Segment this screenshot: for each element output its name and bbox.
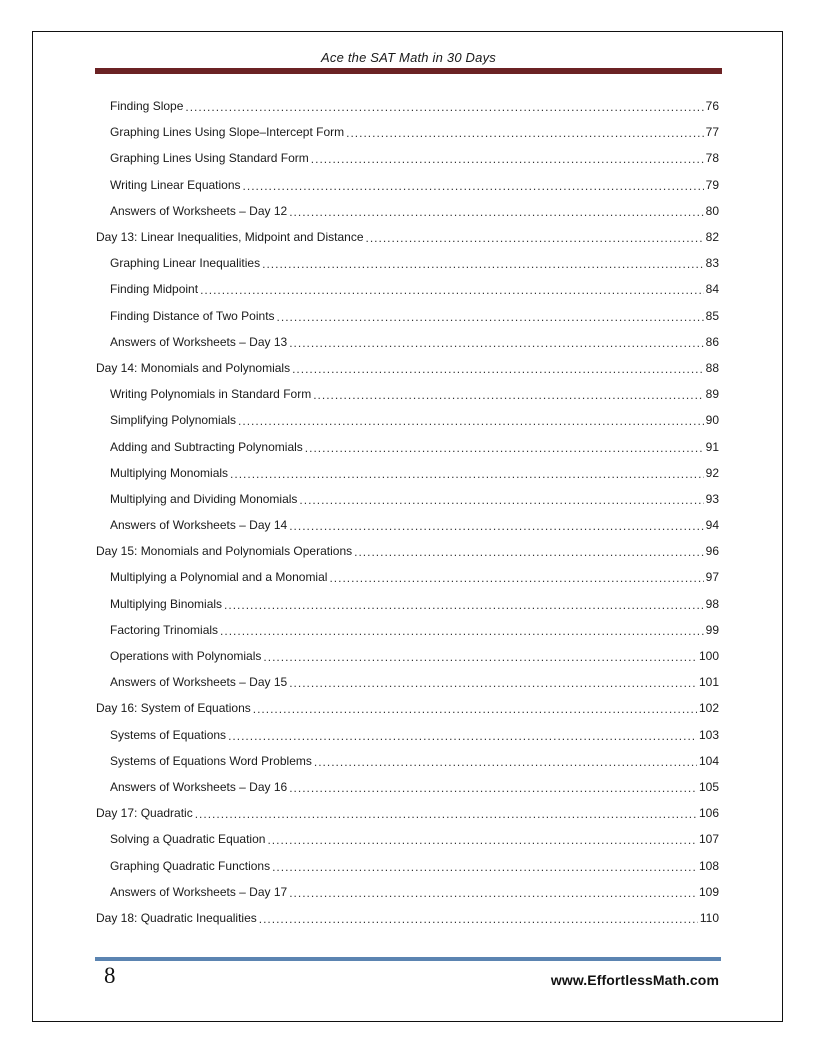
dot-leader <box>243 179 704 193</box>
toc-entry-page: 101 <box>698 675 719 690</box>
toc-entry[interactable] <box>95 591 719 617</box>
toc-entry-title: Multiplying and Dividing Monomials <box>110 491 298 506</box>
toc-entry-title: Systems of Equations <box>110 727 227 742</box>
toc-entry-page: 89 <box>705 387 719 402</box>
dot-leader <box>267 833 697 847</box>
dot-leader <box>263 650 697 664</box>
toc-entry-page: 80 <box>705 203 719 218</box>
toc-entry[interactable] <box>95 512 719 538</box>
dot-leader <box>253 702 697 716</box>
dot-leader <box>262 257 704 271</box>
toc-entry[interactable] <box>95 381 719 407</box>
toc-entry-title: Graphing Lines Using Standard Form <box>110 151 309 166</box>
toc-entry-page: 110 <box>699 910 719 925</box>
toc-day-entry[interactable] <box>95 695 719 721</box>
toc-entry-page: 109 <box>698 884 719 899</box>
header-rule <box>95 68 722 74</box>
toc-entry-title: Answers of Worksheets – Day 12 <box>110 203 288 218</box>
toc-entry-title: Day 17: Quadratic <box>96 806 193 821</box>
toc-entry-title: Operations with Polynomials <box>110 649 262 664</box>
toc-entry-page: 98 <box>705 596 719 611</box>
toc-entry[interactable] <box>95 407 719 433</box>
dot-leader <box>200 283 704 297</box>
toc-entry[interactable] <box>95 145 719 171</box>
footer-rule <box>95 957 721 961</box>
toc-entry-page: 90 <box>705 413 719 428</box>
toc-entry-title: Finding Slope <box>110 99 184 114</box>
toc-entry[interactable] <box>95 826 719 852</box>
table-of-contents <box>95 93 719 931</box>
dot-leader <box>277 310 704 324</box>
toc-entry-page: 93 <box>705 491 719 506</box>
toc-entry-page: 92 <box>705 465 719 480</box>
toc-entry-title: Day 18: Quadratic Inequalities <box>96 910 257 925</box>
toc-entry[interactable] <box>95 93 719 119</box>
toc-entry[interactable] <box>95 748 719 774</box>
toc-entry[interactable] <box>95 329 719 355</box>
toc-entry[interactable] <box>95 460 719 486</box>
toc-day-entry[interactable] <box>95 355 719 381</box>
dot-leader <box>289 336 703 350</box>
dot-leader <box>313 388 703 402</box>
dot-leader <box>228 729 697 743</box>
toc-day-entry[interactable] <box>95 800 719 826</box>
dot-leader <box>299 493 703 507</box>
toc-entry-title: Graphing Quadratic Functions <box>110 858 271 873</box>
toc-entry-title: Writing Linear Equations <box>110 177 241 192</box>
toc-entry-page: 100 <box>698 649 719 664</box>
toc-entry[interactable] <box>95 198 719 224</box>
dot-leader <box>346 126 704 140</box>
toc-entry[interactable] <box>95 433 719 459</box>
toc-day-entry[interactable] <box>95 224 719 250</box>
toc-entry-page: 79 <box>705 177 719 192</box>
toc-entry-title: Answers of Worksheets – Day 15 <box>110 675 288 690</box>
toc-entry-title: Answers of Worksheets – Day 16 <box>110 779 288 794</box>
dot-leader <box>238 414 704 428</box>
toc-entry-page: 105 <box>698 779 719 794</box>
dot-leader <box>272 860 697 874</box>
dot-leader <box>224 598 704 612</box>
toc-entry[interactable] <box>95 486 719 512</box>
dot-leader <box>292 362 704 376</box>
dot-leader <box>289 676 697 690</box>
toc-entry-page: 85 <box>705 308 719 323</box>
toc-entry-page: 78 <box>705 151 719 166</box>
toc-entry[interactable] <box>95 617 719 643</box>
toc-entry-title: Answers of Worksheets – Day 13 <box>110 334 288 349</box>
toc-entry-title: Multiplying a Polynomial and a Monomial <box>110 570 328 585</box>
toc-entry-title: Solving a Quadratic Equation <box>110 832 266 847</box>
toc-entry-page: 76 <box>705 99 719 114</box>
toc-entry-title: Finding Midpoint <box>110 282 199 297</box>
dot-leader <box>259 912 698 926</box>
toc-entry-page: 99 <box>705 622 719 637</box>
toc-entry-page: 91 <box>705 439 719 454</box>
toc-entry-title: Simplifying Polynomials <box>110 413 237 428</box>
toc-entry[interactable] <box>95 852 719 878</box>
toc-entry-title: Day 14: Monomials and Polynomials <box>96 360 291 375</box>
dot-leader <box>220 624 704 638</box>
dot-leader <box>289 886 697 900</box>
dot-leader <box>289 205 703 219</box>
toc-entry-page: 102 <box>698 701 719 716</box>
toc-entry-title: Day 15: Monomials and Polynomials Operations <box>96 544 353 559</box>
toc-entry[interactable] <box>95 172 719 198</box>
toc-entry[interactable] <box>95 774 719 800</box>
dot-leader <box>289 781 697 795</box>
toc-entry-page: 96 <box>705 544 719 559</box>
toc-entry[interactable] <box>95 303 719 329</box>
dot-leader <box>354 545 704 559</box>
toc-day-entry[interactable] <box>95 905 719 931</box>
toc-day-entry[interactable] <box>95 538 719 564</box>
toc-entry[interactable] <box>95 119 719 145</box>
toc-entry-page: 77 <box>705 125 719 140</box>
toc-entry[interactable] <box>95 879 719 905</box>
toc-entry-page: 106 <box>698 806 719 821</box>
toc-entry-title: Finding Distance of Two Points <box>110 308 275 323</box>
toc-entry[interactable] <box>95 250 719 276</box>
toc-entry-page: 104 <box>698 753 719 768</box>
toc-entry-page: 94 <box>705 518 719 533</box>
toc-entry[interactable] <box>95 669 719 695</box>
dot-leader <box>195 807 697 821</box>
toc-entry[interactable] <box>95 564 719 590</box>
toc-entry[interactable] <box>95 276 719 302</box>
toc-entry[interactable] <box>95 722 719 748</box>
toc-entry[interactable] <box>95 643 719 669</box>
dot-leader <box>329 571 703 585</box>
dot-leader <box>314 755 697 769</box>
running-header-title: Ace the SAT Math in 30 Days <box>321 50 496 65</box>
footer-website: www.EffortlessMath.com <box>550 972 719 988</box>
dot-leader <box>289 519 703 533</box>
dot-leader <box>230 467 704 481</box>
toc-entry-title: Graphing Lines Using Slope–Intercept Form <box>110 125 345 140</box>
toc-entry-title: Multiplying Monomials <box>110 465 229 480</box>
toc-entry-title: Factoring Trinomials <box>110 622 219 637</box>
toc-entry-title: Multiplying Binomials <box>110 596 223 611</box>
toc-entry-title: Answers of Worksheets – Day 17 <box>110 884 288 899</box>
toc-entry-title: Adding and Subtracting Polynomials <box>110 439 303 454</box>
toc-entry-page: 86 <box>705 334 719 349</box>
dot-leader <box>305 441 704 455</box>
dot-leader <box>311 152 704 166</box>
toc-entry-page: 82 <box>705 230 719 245</box>
toc-entry-title: Day 13: Linear Inequalities, Midpoint and Distance <box>96 230 364 245</box>
toc-entry-title: Writing Polynomials in Standard Form <box>110 387 312 402</box>
toc-entry-title: Graphing Linear Inequalities <box>110 256 261 271</box>
toc-entry-page: 88 <box>705 360 719 375</box>
toc-entry-page: 83 <box>705 256 719 271</box>
toc-entry-page: 97 <box>705 570 719 585</box>
toc-entry-page: 107 <box>698 832 719 847</box>
toc-entry-title: Answers of Worksheets – Day 14 <box>110 518 288 533</box>
toc-entry-title: Day 16: System of Equations <box>96 701 251 716</box>
toc-entry-page: 108 <box>698 858 719 873</box>
toc-entry-page: 84 <box>705 282 719 297</box>
footer-page-number: 8 <box>104 963 116 988</box>
toc-entry-title: Systems of Equations Word Problems <box>110 753 312 768</box>
dot-leader <box>185 100 703 114</box>
dot-leader <box>366 231 704 245</box>
toc-entry-page: 103 <box>698 727 719 742</box>
